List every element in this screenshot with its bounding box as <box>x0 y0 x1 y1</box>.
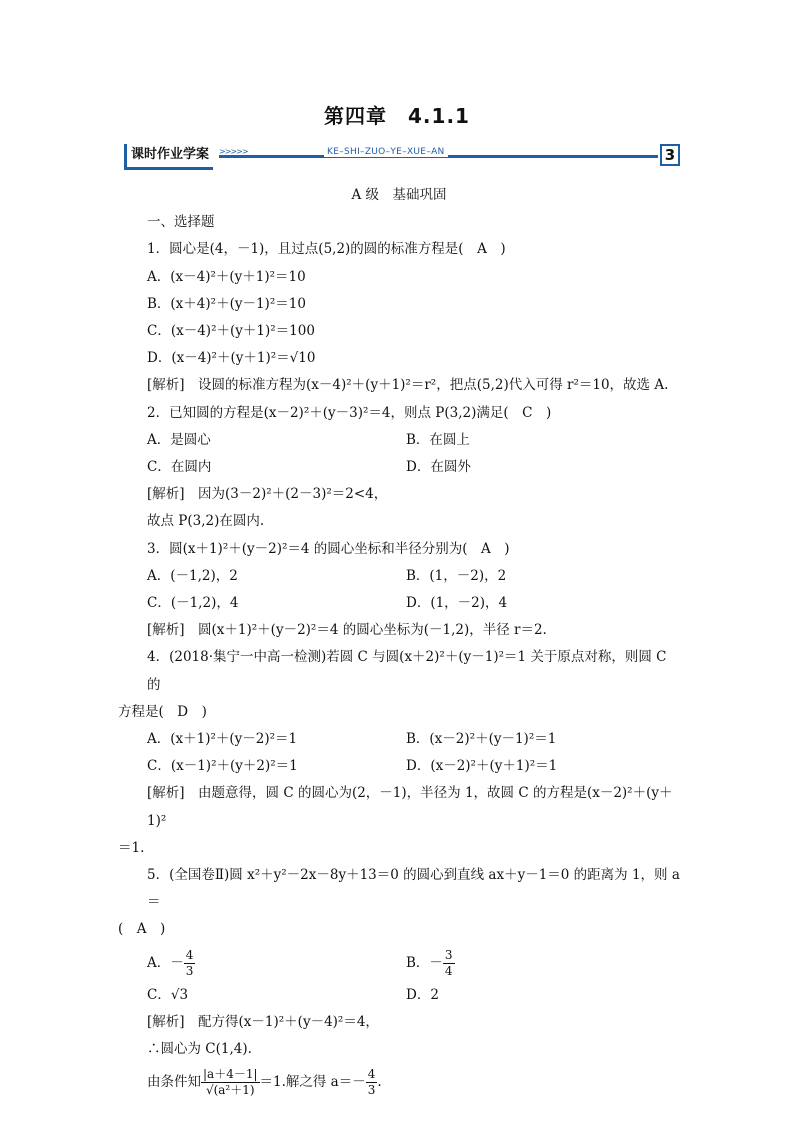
exercise-content <box>118 182 680 1101</box>
banner-tag: 课时作业学案 <box>124 144 213 170</box>
question-2-analysis-2: 故点 P(3,2)在圆内. <box>147 513 265 530</box>
question-4-analysis-2: ＝1. <box>118 839 145 856</box>
question-5-options-row-2 <box>118 982 680 1009</box>
section-heading: 一、选择题 <box>147 214 215 231</box>
page-title: 第四章 4.1.1 <box>324 104 470 128</box>
page-number-badge: 3 <box>660 144 680 166</box>
question-5-options-row-1 <box>118 944 680 982</box>
question-1-stem: 1．圆心是(4，－1)，且过点(5,2)的圆的标准方程是( A ) <box>147 241 506 258</box>
question-4-option-a: A．(x＋1)²＋(y－2)²＝1 <box>147 731 298 748</box>
question-5-analysis-1: [解析] 配方得(x－1)²＋(y－4)²＝4， <box>147 1013 379 1030</box>
fraction: $\frac{4}{3}$ <box>185 947 194 978</box>
question-3-options-row-1 <box>118 563 680 590</box>
question-5-analysis-3: 由条件知 $\frac{|a+4-1|}{\text{√(a²＋1)}}$ ＝1.解之得 a＝－ $\frac{4}{3}$ . <box>147 1067 382 1098</box>
question-2-option-d: D．在圆外 <box>406 459 471 476</box>
question-1-option-b: B．(x＋4)²＋(y－1)²＝10 <box>147 295 306 312</box>
question-3-stem: 3．圆(x＋1)²＋(y－2)²＝4 的圆心坐标和半径分别为( A ) <box>147 540 510 557</box>
question-4-option-d: D．(x－2)²＋(y＋1)²＝1 <box>406 758 558 775</box>
question-1-option-c: C．(x－4)²＋(y＋1)²＝100 <box>147 323 315 340</box>
question-5-option-d: D．2 <box>406 986 439 1003</box>
chevron-arrows-icon: >>>>> <box>219 147 248 156</box>
question-5-option-b: B．－ $\frac{3}{4}$ <box>406 947 453 978</box>
question-2-option-a: A．是圆心 <box>147 431 211 448</box>
question-3-option-d: D．(1，－2)，4 <box>406 595 508 612</box>
level-heading: A 级 基础巩固 <box>351 187 447 203</box>
question-2-option-c: C．在圆内 <box>147 459 212 476</box>
sqrt-expression: √3 <box>170 986 189 1003</box>
question-2-option-b: B．在圆上 <box>406 431 470 448</box>
question-5-analysis-2: ∴圆心为 C(1,4). <box>147 1041 252 1058</box>
question-1-analysis: [解析] 设圆的标准方程为(x－4)²＋(y＋1)²＝r²，把点(5,2)代入可得 r²＝10，故选 A. <box>147 377 669 394</box>
question-5-stem-2: ( A ) <box>118 921 166 938</box>
section-banner <box>124 144 680 170</box>
question-2-stem: 2．已知圆的方程是(x－2)²＋(y－3)²＝4，则点 P(3,2)满足( C ) <box>147 404 552 421</box>
question-3-options-row-2 <box>118 590 680 617</box>
question-5-option-a: A．－ $\frac{4}{3}$ <box>147 947 194 978</box>
question-2-options-row-1 <box>118 427 680 454</box>
question-2-analysis-1: [解析] 因为(3－2)²＋(2－3)²＝2<4， <box>147 486 388 503</box>
question-1-option-d: D．(x－4)²＋(y＋1)²＝√10 <box>147 350 316 367</box>
fraction: $\frac{3}{4}$ <box>444 947 453 978</box>
question-4-option-b: B．(x－2)²＋(y－1)²＝1 <box>406 731 557 748</box>
question-5-option-c: C．√3 <box>147 986 189 1003</box>
question-4-stem-2: 方程是( D ) <box>118 703 207 720</box>
question-5-stem-1: 5．(全国卷Ⅱ)圆 x²＋y²－2x－8y＋13＝0 的圆心到直线 ax＋y－1＝0 的距离为 1，则 a＝ <box>147 867 680 911</box>
banner-pinyin: KE–SHI–ZUO–YE–XUE–AN <box>324 147 448 157</box>
question-3-option-b: B．(1，－2)，2 <box>406 567 507 584</box>
question-3-analysis: [解析] 圆(x＋1)²＋(y－2)²＝4 的圆心坐标为(－1,2)，半径 r＝2. <box>147 622 547 639</box>
question-4-options-row-2 <box>118 753 680 780</box>
question-4-option-c: C．(x－1)²＋(y＋2)²＝1 <box>147 758 298 775</box>
fraction: $\frac{4}{3}$ <box>367 1067 376 1098</box>
question-1-option-a: A．(x－4)²＋(y＋1)²＝10 <box>147 268 306 285</box>
question-4-options-row-1 <box>118 726 680 753</box>
question-3-option-c: C．(－1,2)，4 <box>147 595 239 612</box>
question-4-analysis-1: [解析] 由题意得，圆 C 的圆心为(2，－1)，半径为 1，故圆 C 的方程是(x－2)²＋(y＋1)² <box>147 785 673 829</box>
question-4-stem-1: 4．(2018·集宁一中高一检测)若圆 C 与圆(x＋2)²＋(y－1)²＝1 关于原点对称，则圆 C 的 <box>147 649 667 693</box>
question-2-options-row-2 <box>118 454 680 481</box>
sqrt-expression: √10 <box>289 350 316 367</box>
fraction: $\frac{|a+4-1|}{\text{√(a²＋1)}}$ <box>203 1067 258 1098</box>
question-3-option-a: A．(－1,2)，2 <box>147 567 238 584</box>
